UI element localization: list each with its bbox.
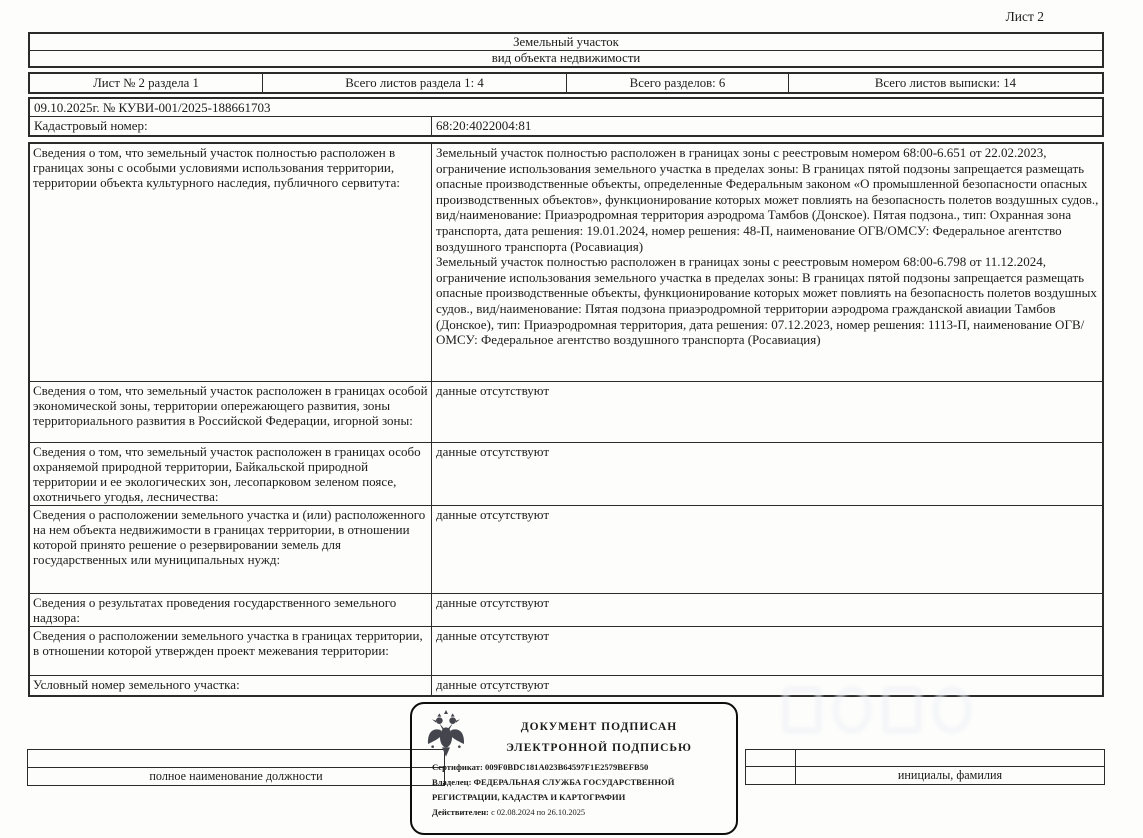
validity-value: с 02.08.2024 по 26.10.2025: [491, 808, 586, 817]
table-row: [30, 505, 1102, 593]
watermark-glyph: [832, 686, 872, 734]
row-label: Сведения о том, что земельный участок расположен в границах особой экономической зоны, территории опережающего развития, зоны территориального развития в Российской Федерации, игорной зоны:: [30, 382, 432, 442]
owner-label: Владелец:: [432, 777, 472, 787]
certificate-label: Сертификат:: [432, 762, 483, 772]
row-value: данные отсутствуют: [436, 628, 550, 643]
object-kind-table: [28, 32, 1104, 68]
row-value: [432, 144, 1102, 381]
row-value: данные отсутствуют: [436, 677, 550, 692]
sheet-number: Лист 2: [1005, 9, 1044, 24]
stamp-owner: [432, 775, 694, 805]
row-value: данные отсутствуют: [436, 595, 550, 610]
watermark-glyph: [882, 686, 922, 734]
position-signature-table: [27, 749, 445, 786]
table-row: [30, 381, 1102, 442]
row-label: Сведения о расположении земельного участка и (или) расположенного на нем объекта недвижимости в границах территории, в отношении которой принято решение о резервировании земель для государственных или муниципальных нужд:: [30, 506, 432, 593]
stamp-title: [470, 717, 728, 759]
land-plot-info-table: [28, 142, 1104, 697]
stamp-title-line2: ЭЛЕКТРОННОЙ ПОДПИСЬЮ: [506, 742, 692, 754]
zone-restriction-paragraph: Земельный участок полностью расположен в границах зоны с реестровым номером 68:00-6.798 от 11.12.2024, ограничение использования земельного участка в пределах зоны: В границах пятой подзоны запрещается размещать опасные производственные объекты, функционирование которых может повлиять на безопасность полетов воздушных судов., вид/наименование: Пятая подзона приаэродромной территории аэродрома гражданской авиации Тамбов (Донское), тип: Приаэродромная территория, дата решения: 07.12.2023, номер решения: 1113-П, наименование ОГВ/ОМСУ: Федеральное агентство воздушного транспорта (Росавиация): [436, 254, 1097, 348]
row-label: Сведения о расположении земельного участка в границах территории, в отношении которой утвержден проект межевания территории:: [30, 627, 432, 675]
table-row: [30, 626, 1102, 675]
cadastral-number-label: Кадастровый номер:: [30, 117, 432, 135]
table-row: [30, 593, 1102, 626]
sheet-counters-table: [28, 72, 1104, 94]
zone-restriction-paragraph: Земельный участок полностью расположен в границах зоны с реестровым номером 68:00-6.651 от 22.02.2023, ограничение использования земельного участка в пределах зоны: В границах пятой подзоны запрещается размещать опасные производственные объекты, определенные Федеральным законом «О промышленной безопасности опасных производственных объектов», функционирование которых может повлиять на безопасность полетов воздушных судов., вид/наименование: Приаэродромная территория аэродрома Тамбов (Донское). Пятая подзона., тип: Охранная зона транспорта, дата решения: 19.01.2024, номер решения: 48-П, наименование ОГВ/ОМСУ: Федеральное агентство воздушного транспорта (Росавиация): [436, 145, 1099, 254]
statement-number: 09.10.2025г. № КУВИ-001/2025-188661703: [34, 99, 271, 115]
digital-signature-stamp: [410, 702, 738, 835]
row-label: Сведения о результатах проведения государственного земельного надзора:: [30, 594, 432, 626]
sheet-counter-cell: Лист № 2 раздела 1: [30, 74, 263, 92]
table-row: [30, 442, 1102, 505]
stamp-validity: [432, 805, 724, 820]
object-kind-caption: вид объекта недвижимости: [30, 50, 1102, 66]
statement-table: [28, 97, 1104, 137]
row-label: Сведения о том, что земельный участок расположен в границах особо охраняемой природной территории, Байкальской природной территории и ее экологических зон, лесопарковом зеленом поясе, охотничьего угодья, лесничества:: [30, 443, 432, 505]
signature-cell: [746, 750, 796, 767]
certificate-value: 009F0BDC181A023B64597F1E2579BEFB50: [485, 762, 649, 772]
row-label: Сведения о том, что земельный участок полностью расположен в границах зоны с особыми условиями использования территории, территории объекта культурного наследия, публичного сервитута:: [30, 144, 432, 381]
signature-cell: [746, 767, 796, 784]
watermark-glyph: [782, 686, 822, 734]
stamp-certificate: [432, 760, 724, 775]
table-row: [30, 144, 1102, 381]
validity-label: Действителен:: [432, 807, 489, 817]
stamp-title-line1: ДОКУМЕНТ ПОДПИСАН: [520, 721, 678, 733]
row-value: данные отсутствуют: [436, 444, 550, 459]
stamp-details: [432, 760, 724, 820]
signature-line: [28, 750, 444, 768]
sheet-counter-cell: Всего листов раздела 1: 4: [263, 74, 567, 92]
sheet-counter-cell: Всего листов выписки: 14: [874, 75, 1017, 90]
row-value: данные отсутствуют: [436, 507, 550, 522]
name-caption: инициалы, фамилия: [897, 768, 1003, 782]
object-kind: Земельный участок: [513, 34, 619, 49]
owner-value: ФЕДЕРАЛЬНАЯ СЛУЖБА ГОСУДАРСТВЕННОЙ РЕГИСТРАЦИИ, КАДАСТРА И КАРТОГРАФИИ: [432, 777, 675, 802]
name-signature-table: [745, 749, 1105, 785]
position-caption: полное наименование должности: [149, 769, 323, 783]
signature-line: [796, 750, 1104, 767]
row-label: Условный номер земельного участка:: [30, 676, 432, 695]
sheet-counter-cell: Всего разделов: 6: [567, 74, 789, 92]
cadastral-number-value: 68:20:4022004:81: [436, 118, 532, 133]
watermark-glyph: [932, 686, 972, 734]
watermark: [782, 686, 972, 736]
row-value: данные отсутствуют: [436, 383, 550, 398]
